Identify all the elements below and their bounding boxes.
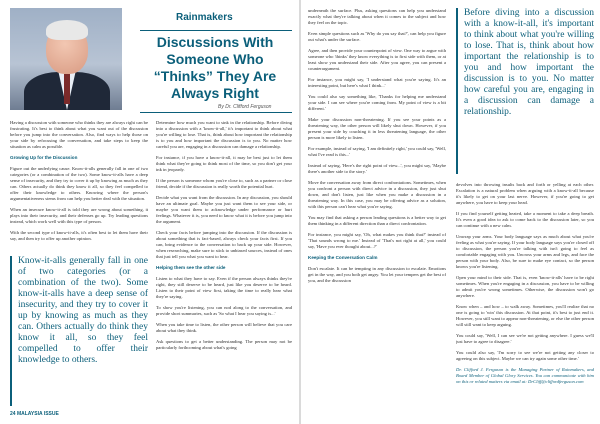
paragraph: Open your mind to their side. That is, even 'know-it-alls' have to be right sometimes. When you're engaging in a discussion, you have to be willing to admit you're wrong sometimes. Otherwise, the discussion won't go anywhere. bbox=[456, 275, 594, 298]
paragraph: Know when – and how – to walk away. Sometimes, you'll realize that no one is going to 'win' this discussion. At that point, it's best to just end it. However, you still want to appear non-threatening, or else the other person will still want to keep arguing. bbox=[456, 304, 594, 327]
paragraph: You could also say something like, 'Thanks for helping me understand your side. I can see where you're coming from. My point of view is a bit different.' bbox=[308, 94, 446, 111]
paragraph: Determine how much you want to sink in the relationship. Before diving into a discussion with a 'know-it-all,' it's important to think about what you're willing to lose. That is, think about how important the relationship is to you and how important the discussion is to you. No matter how careful you are, engaging in a discussion can damage a relationship. bbox=[156, 120, 292, 149]
page-footer: 24 MALAYSIA ISSUE bbox=[10, 411, 59, 417]
author-photo bbox=[10, 8, 122, 110]
author-bio: Dr. Clifford J. Ferguson is the Managing Partner of Rainmakers, and Board Member of Global Glory Services. You can communicate with him on this or related matters via email at: DrCliff@cliffordferguson.com bbox=[456, 367, 594, 384]
paragraph: Listen to what they have to say. Even if the person always thinks they're right, they still deserve to be heard, just like you deserve to be heard. Listen to their point of view first, taking the time to really hear what they're saying. bbox=[156, 276, 292, 299]
paragraph: underneath the surface. Plus, asking questions can help you understand exactly what they're talking about when it comes to the subject and how they feel on the topic. bbox=[308, 8, 446, 25]
pull-quote-right bbox=[456, 8, 594, 174]
paragraph: Agree, and then provide your counterpoint of view. One way to argue with someone who 'thinks' they know everything is to first side with them, or at least show you understand their side. After you agree, you can present a counterargument. bbox=[308, 48, 446, 71]
left-column-2 bbox=[156, 120, 292, 410]
right-column-1 bbox=[308, 8, 446, 412]
article-title: Discussions With Someone Who “Thinks” They Are Always Right bbox=[153, 34, 277, 101]
paragraph: Move the conversation away from direct confrontations. Sometimes, when you confront a person with direct advice in a discussion, they just shut down, and don't listen, just like when you make a discussion in a threatening way. In this case, you may be offering advice as a solution, with this person can't hear what you're saying. bbox=[308, 180, 446, 209]
paragraph: Don't escalate. It can be tempting in any discussion to escalate. Emotions get in the way, and you both get angry. You let your tempers get the best of you, and the discussion bbox=[308, 266, 446, 283]
paragraph: When you take time to listen, the other person will believe that you care about what they think. bbox=[156, 322, 292, 333]
paragraph: With the second type of know-it-alls, it's often best to let them have their say, and then try to offer up another opinion. bbox=[10, 230, 148, 241]
paragraph: You may find that asking a person leading questions is a better way to get them thinking in a different direction than a direct confrontation. bbox=[308, 215, 446, 226]
byline-rule bbox=[140, 112, 292, 113]
paragraph: Figure out the underlying cause. Know-it-alls generally fall in one of two categories (or a combination of the two). Some know-it-alls have a deep sense of insecurity, and they try to cover it up by knowing as much as they can. Others actually do think they know it all, so they feel compelled to offer their knowledge to others. Knowing where the person's argumentativeness stems from can help you better deal with the situation. bbox=[10, 166, 148, 201]
paragraph: Having a discussion with someone who thinks they are always right can be frustrating. It's best to think about what you want out of the discussion before you jump into the conversation. Also, find ways to help those on your side by refocusing the conversation, and take steps to keep the situation as calm as possible. bbox=[10, 120, 148, 149]
pull-quote-left bbox=[10, 256, 148, 406]
paragraph: Decide what you want from the discussion. In any discussion, you should have an ultimate goal. Maybe you just want them to see your side, or maybe you want them to acknowledge under performance or hurt feelings. Whatever it is, you need to know what it is before you jump into the argument. bbox=[156, 195, 292, 224]
pull-quote-bar bbox=[456, 8, 458, 174]
subheading: Keeping the Conversation Calm bbox=[308, 255, 378, 260]
paragraph: If the person is someone whom you're close to, such as a partner or close friend, decide if the discussion is really worth the potential hurt. bbox=[156, 178, 292, 189]
paragraph: Check your facts before jumping into the discussion. If the discussion is about something that is fact-based, always check your facts first. If you can, bring evidence to the conversation to back up your side. However, when researching, make sure to stick to unbiased sources, instead of ones that just tell you what you want to hear. bbox=[156, 230, 292, 259]
paragraph: You could also say, 'I'm sorry to see we're not getting any closer to agreeing on this subject. Maybe we can try again some other time.' bbox=[456, 350, 594, 361]
paragraph: Unwrap your arms. Your body language says as much about what you're feeling as what you're saying. If your body language says you're closed off to discussion, the person you're talking with isn't going to feel as comfortable engaging with you. Uncross your arms and legs, and face the person with your body. Also, be sure to make eye contact, so the person knows you're listening. bbox=[456, 234, 594, 269]
subheading: Helping them see the other side bbox=[156, 265, 226, 270]
paragraph: For instance, you might say, 'Oh, what makes you think that?' instead of 'That sounds wrong to me.' Instead of 'That's not right at all,' you could say, 'Have you ever thought about...?' bbox=[308, 232, 446, 249]
paragraph: Even simple questions such as 'Why do you say that?', can help you figure out what's under the surface. bbox=[308, 31, 446, 42]
left-column-1 bbox=[10, 120, 148, 260]
section-rule bbox=[140, 30, 292, 31]
page-gutter bbox=[299, 0, 301, 424]
pull-quote-text: Before diving into a discussion with a know-it-all, it's important to think about what you're willing to lose. That is, think about how important the relationship is to you and how important the discussion is to you. No matter how careful you are, engaging in a discussion can damage a relationship. bbox=[464, 8, 594, 117]
paragraph: For example, instead of saying, 'I am definitely right,' you could say, 'Well, what I've read is this...' bbox=[308, 146, 446, 157]
pull-quote-text: Know-it-alls generally fall in one of two categories (or a combination of the two). Some know-it-alls have a deep sense of insecurity, and they try to cover it up by knowing as much as they can. Others actually do think they know it all, so they feel compelled to offer their knowledge to others. bbox=[18, 256, 148, 365]
byline: By Dr. Clifford Ferguson bbox=[218, 104, 272, 110]
pull-quote-bar bbox=[10, 256, 12, 406]
paragraph: To show you're listening, you can nod along to the conversation, and provide short summaries, such as 'So what I hear you saying is...' bbox=[156, 305, 292, 316]
photo-hair-shape bbox=[46, 20, 88, 40]
paragraph: When an insecure know-it-all is told they are wrong about something, it plays into their insecurity, and their defenses go up. Try leading questions instead, which work well with this type of person. bbox=[10, 207, 148, 224]
paragraph: Ask questions to get a better understanding. The person may not be particularly forthcoming about what's going bbox=[156, 339, 292, 350]
paragraph: You could say, 'Well, I can see we're not getting anywhere. I guess we'll just have to agree to disagree.' bbox=[456, 333, 594, 344]
paragraph: If you find yourself getting heated, take a moment to take a deep breath. It's even a good idea to ask to come back to the discussion later, so you can continue with a new calm. bbox=[456, 211, 594, 228]
paragraph: Instead of saying, 'Here's the right point of view...', you might say, 'Maybe there's another side to the story.' bbox=[308, 163, 446, 174]
section-tag: Rainmakers bbox=[176, 12, 233, 23]
paragraph: For instance, you might say, 'I understand what you're saying. It's an interesting point, but here's what I think...' bbox=[308, 77, 446, 88]
paragraph: devolves into throwing insults back and forth or yelling at each other. Escalation is a natural problem when arguing with a know-it-all because it's likely to get on your last nerve. However, if you're going to get anywhere, you have to keep your head. bbox=[456, 182, 594, 205]
photo-tie-shape bbox=[64, 74, 70, 104]
right-column-2 bbox=[456, 182, 594, 410]
paragraph: Make your discussion non-threatening. If you see your points as a threatening way, the other person will likely shut down. However, if you present your side by couching it in less threatening language, the other person is more likely to listen. bbox=[308, 117, 446, 140]
subheading: Growing Up for the Discussion bbox=[10, 155, 78, 160]
paragraph: For instance, if you have a know-it-all, it may be best just to let them think what they're going to think most of the time, so you don't get your ink in jeopardy. bbox=[156, 155, 292, 172]
